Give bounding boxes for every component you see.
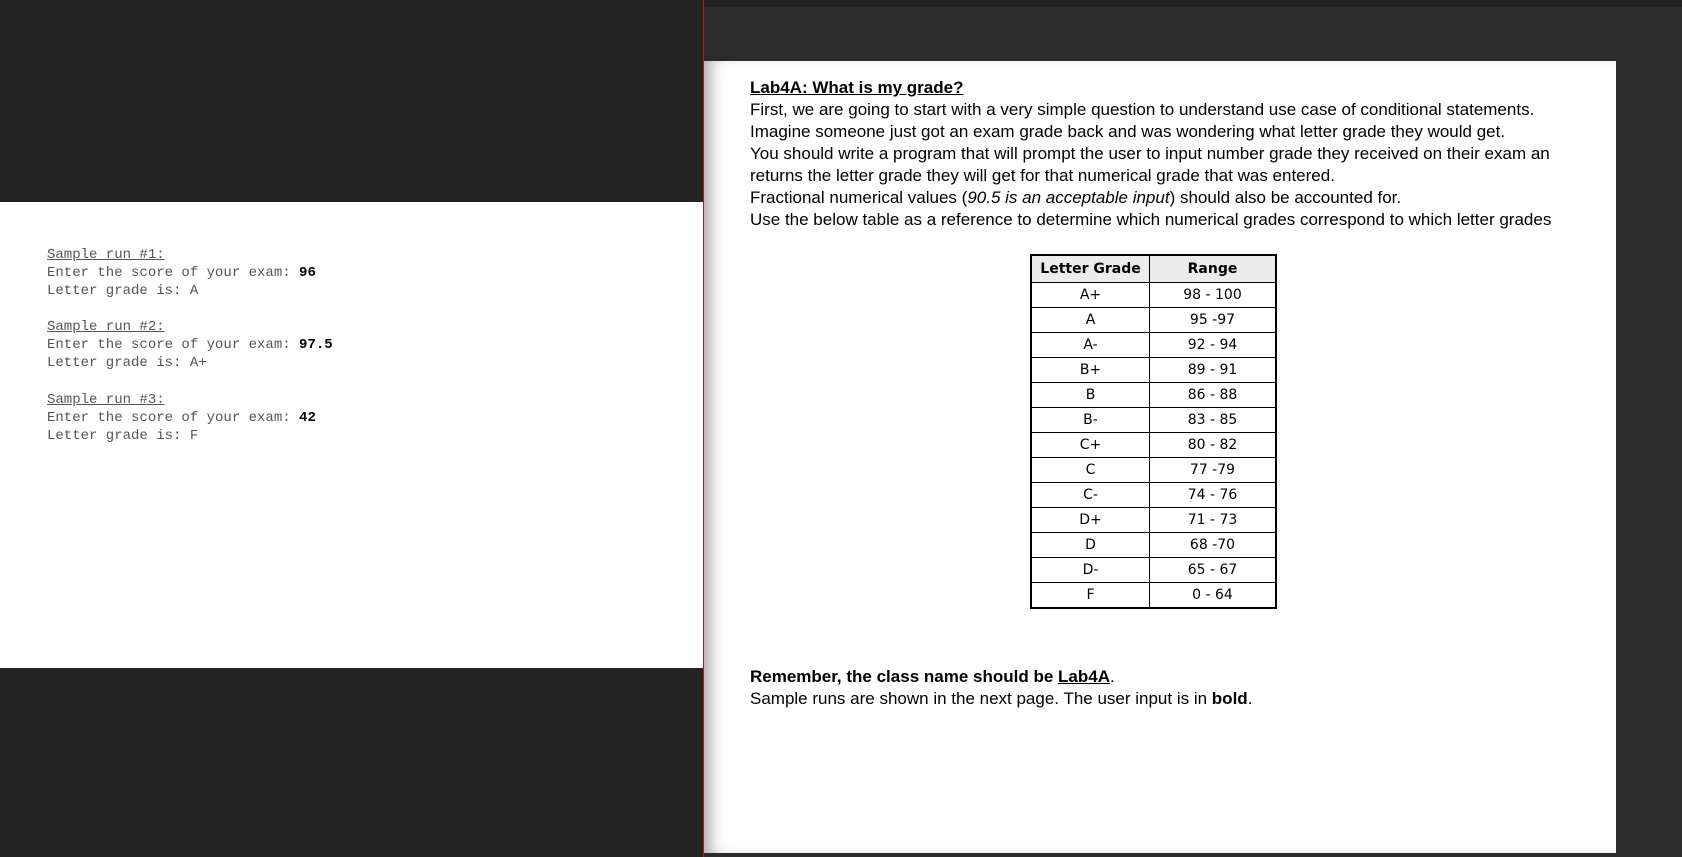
letter-grade-cell: C- — [1031, 483, 1150, 508]
sample-prompt-line — [47, 336, 333, 354]
range-cell: 0 - 64 — [1150, 583, 1277, 609]
sample-result: Letter grade is: A+ — [47, 355, 207, 371]
letter-grade-cell: D- — [1031, 558, 1150, 583]
letter-grade-cell: C+ — [1031, 433, 1150, 458]
range-cell: 98 - 100 — [1150, 283, 1277, 308]
range-cell: 74 - 76 — [1150, 483, 1277, 508]
table-intro: Use the below table as a reference to determine which numerical grades correspond to which letter grades — [750, 210, 1552, 229]
sample-result: Letter grade is: A — [47, 283, 199, 299]
sample-note-pre: Sample runs are shown in the next page. The user input is in — [750, 689, 1212, 708]
letter-grade-cell: F — [1031, 583, 1150, 609]
letter-grade-cell: D — [1031, 533, 1150, 558]
letter-grade-cell: A — [1031, 308, 1150, 333]
sample-prompt: Enter the score of your exam: — [47, 410, 300, 426]
letter-grade-cell: A- — [1031, 333, 1150, 358]
sample-result: Letter grade is: F — [47, 428, 199, 444]
grade-table — [1030, 254, 1277, 609]
sample-prompt-line — [47, 409, 316, 427]
sample-note-bold: bold — [1211, 689, 1248, 708]
grade-table-header-row — [1031, 255, 1276, 283]
sample-run-2 — [47, 318, 333, 372]
right-page — [704, 61, 1616, 853]
fractional-note — [750, 187, 1616, 209]
table-row — [1031, 558, 1276, 583]
header-letter-grade: Letter Grade — [1031, 255, 1150, 283]
letter-grade-cell: B- — [1031, 408, 1150, 433]
table-row — [1031, 283, 1276, 308]
sample-prompt-line — [47, 264, 316, 282]
fractional-post: ) should also be accounted for. — [1169, 188, 1402, 207]
fractional-pre: Fractional numerical values ( — [750, 188, 968, 207]
letter-grade-cell: D+ — [1031, 508, 1150, 533]
paragraph-line: You should write a program that will prompt the user to input number grade they received on their exam an — [750, 144, 1550, 163]
paragraph-line: Imagine someone just got an exam grade back and was wondering what letter grade they would get. — [750, 122, 1506, 141]
paragraph-line: First, we are going to start with a very simple question to understand use case of conditional statements. — [750, 100, 1535, 119]
reminder-class-name: Lab4A — [1058, 667, 1110, 686]
range-cell: 86 - 88 — [1150, 383, 1277, 408]
letter-grade-cell: A+ — [1031, 283, 1150, 308]
sample-input: 96 — [299, 265, 316, 281]
sample-run-header: Sample run #3: — [47, 392, 165, 408]
document-body — [750, 77, 1616, 231]
viewer-top-strip — [704, 0, 1682, 7]
sample-runs-note — [750, 688, 1252, 710]
letter-grade-cell: B — [1031, 383, 1150, 408]
reminder-pre: Remember, the class name should be — [750, 667, 1059, 686]
table-row — [1031, 483, 1276, 508]
sample-input: 97.5 — [299, 337, 333, 353]
table-row — [1031, 458, 1276, 483]
fractional-italic: 90.5 is an acceptable input — [967, 188, 1170, 207]
document-title: Lab4A: What is my grade? — [750, 78, 964, 97]
table-row — [1031, 333, 1276, 358]
header-range: Range — [1150, 255, 1277, 283]
table-row — [1031, 508, 1276, 533]
sample-input: 42 — [299, 410, 316, 426]
left-document-viewer[interactable] — [0, 0, 703, 857]
left-page — [0, 202, 703, 668]
letter-grade-cell: C — [1031, 458, 1150, 483]
range-cell: 92 - 94 — [1150, 333, 1277, 358]
table-row — [1031, 383, 1276, 408]
paragraph-line: returns the letter grade they will get for that numerical grade that was entered. — [750, 166, 1335, 185]
range-cell: 68 -70 — [1150, 533, 1277, 558]
sample-prompt: Enter the score of your exam: — [47, 337, 300, 353]
letter-grade-cell: B+ — [1031, 358, 1150, 383]
sample-note-post: . — [1247, 689, 1253, 708]
reminder-block — [750, 666, 1252, 710]
sample-run-1 — [47, 246, 316, 300]
sample-run-header: Sample run #2: — [47, 319, 165, 335]
right-document-viewer[interactable] — [704, 0, 1682, 857]
table-row — [1031, 583, 1276, 609]
class-name-reminder — [750, 666, 1252, 688]
range-cell: 77 -79 — [1150, 458, 1277, 483]
range-cell: 80 - 82 — [1150, 433, 1277, 458]
range-cell: 83 - 85 — [1150, 408, 1277, 433]
table-row — [1031, 308, 1276, 333]
table-row — [1031, 533, 1276, 558]
table-row — [1031, 358, 1276, 383]
range-cell: 95 -97 — [1150, 308, 1277, 333]
table-row — [1031, 433, 1276, 458]
sample-run-3 — [47, 391, 316, 445]
range-cell: 71 - 73 — [1150, 508, 1277, 533]
range-cell: 65 - 67 — [1150, 558, 1277, 583]
range-cell: 89 - 91 — [1150, 358, 1277, 383]
sample-prompt: Enter the score of your exam: — [47, 265, 300, 281]
table-row — [1031, 408, 1276, 433]
reminder-post: . — [1109, 667, 1115, 686]
sample-run-header: Sample run #1: — [47, 247, 165, 263]
